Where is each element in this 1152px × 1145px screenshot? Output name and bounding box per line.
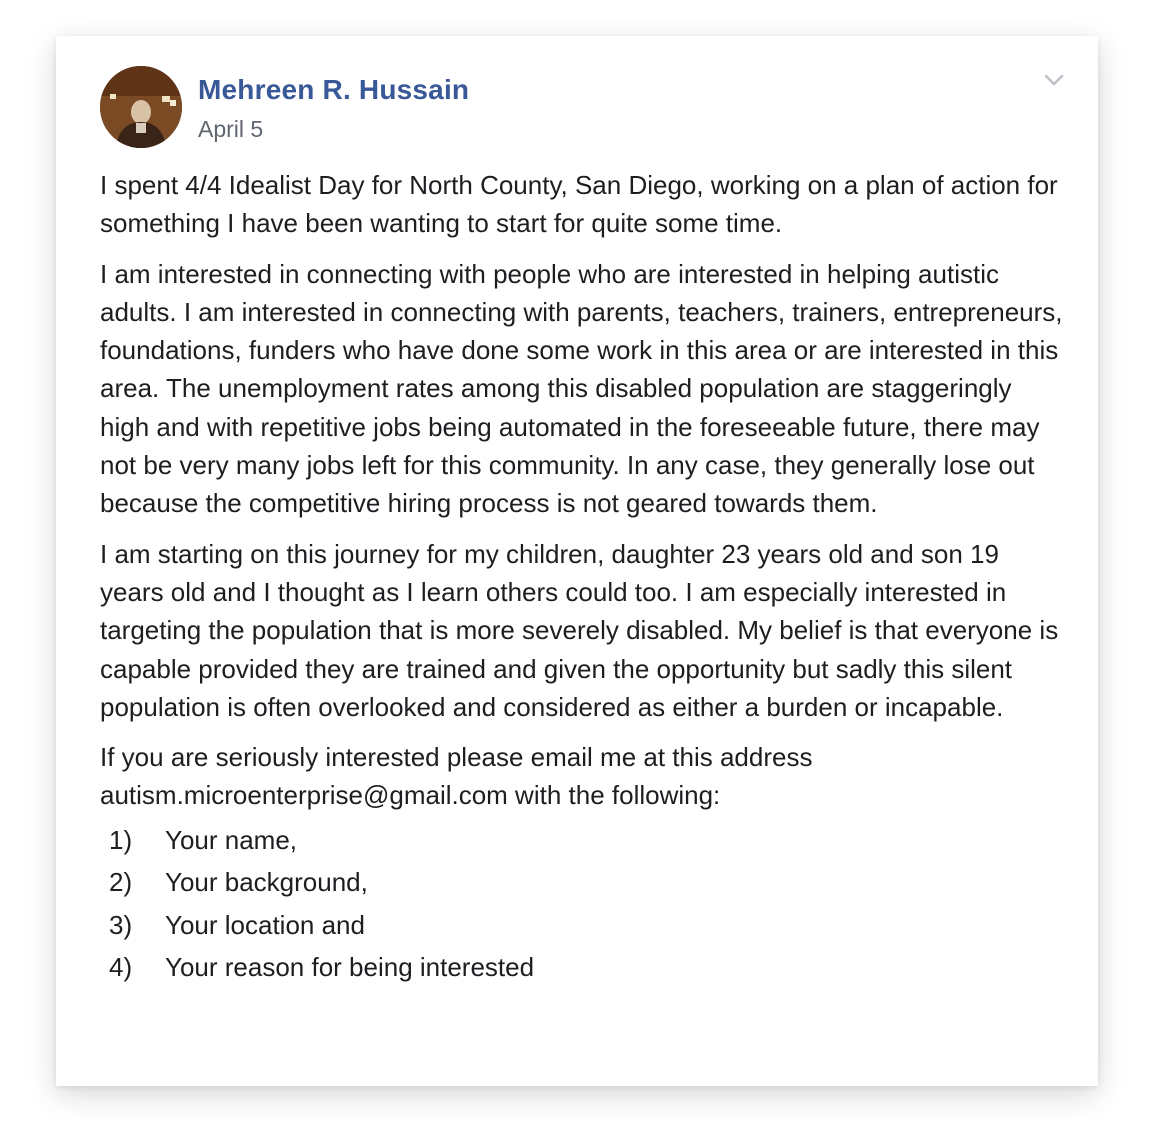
list-item bbox=[100, 819, 1065, 862]
post-paragraph: If you are seriously interested please email me at this address autism.microenterprise@gmail.com with the following: bbox=[100, 742, 813, 811]
list-item bbox=[100, 904, 1065, 947]
post-body bbox=[100, 166, 1065, 989]
list-item bbox=[100, 946, 1065, 989]
requirements-list bbox=[100, 819, 1065, 989]
post-paragraph: I am starting on this journey for my children, daughter 23 years old and son 19 years old and I thought as I learn others could too. I am especially interested in targeting the population that is more severely disabled. My belief is that everyone is capable provided they are trained and given the opportunity but sadly this silent population is often overlooked and considered as either a burden or incapable. bbox=[100, 538, 1059, 722]
post-options-button[interactable] bbox=[1040, 70, 1068, 90]
list-item bbox=[100, 861, 1065, 904]
author-name-link[interactable]: Mehreen R. Hussain bbox=[198, 74, 470, 105]
avatar-photo-icon bbox=[100, 66, 182, 148]
chevron-down-icon bbox=[1040, 70, 1068, 90]
post-paragraph: I spent 4/4 Idealist Day for North County, San Diego, working on a plan of action for something I have been wanting to start for quite some time. bbox=[100, 170, 1058, 239]
post-timestamp[interactable]: April 5 bbox=[198, 116, 264, 142]
post-paragraph: I am interested in connecting with people who are interested in helping autistic adults. I am interested in connecting with parents, teachers, trainers, entrepreneurs, foundations, funders who have done some work in this area or are interested in this area. The unemployment rates among this disabled population are staggeringly high and with repetitive jobs being automated in the foreseeable future, there may not be very many jobs left for this community. In any case, they generally lose out because the competitive hiring process is not geared towards them. bbox=[100, 258, 1063, 519]
author-avatar[interactable] bbox=[100, 66, 182, 148]
list-item-number: 3) bbox=[109, 909, 133, 940]
list-item-number: 2) bbox=[109, 867, 133, 898]
list-item-text: Your background, bbox=[165, 867, 368, 898]
post-card bbox=[56, 36, 1098, 1086]
list-item-text: Your location and bbox=[165, 909, 365, 940]
list-item-number: 4) bbox=[109, 952, 133, 983]
list-item-text: Your name, bbox=[165, 824, 298, 855]
list-item-number: 1) bbox=[109, 824, 133, 855]
list-item-text: Your reason for being interested bbox=[165, 952, 535, 983]
